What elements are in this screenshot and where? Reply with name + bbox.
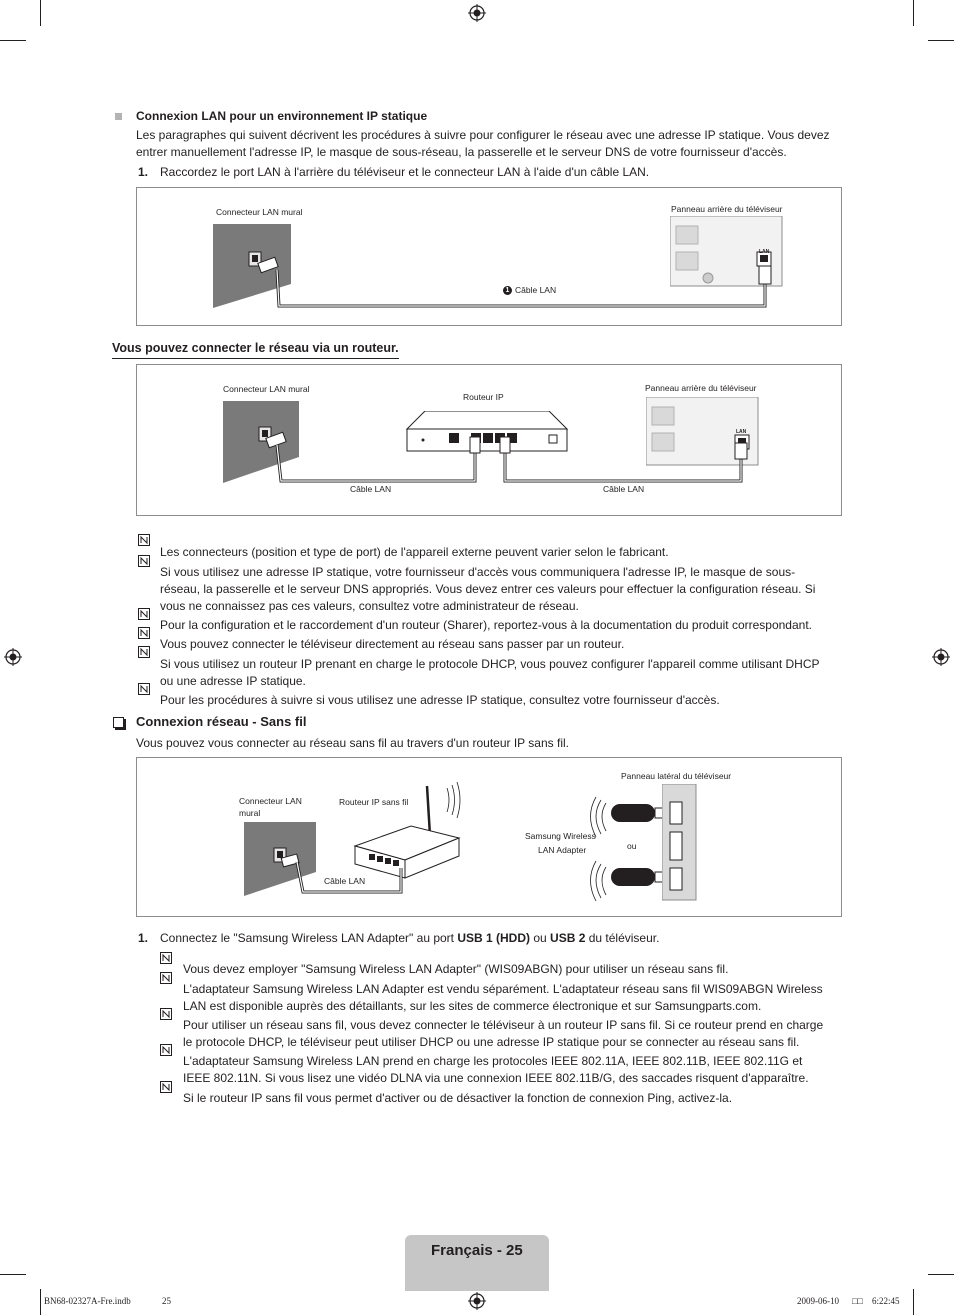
diagram-wireless bbox=[136, 757, 842, 917]
note-line: L'adaptateur Samsung Wireless LAN Adapter est vendu séparément. L'adaptateur réseau sans fil WIS09ABGN Wireless bbox=[183, 982, 823, 996]
router-heading: Vous pouvez connecter le réseau via un routeur. bbox=[112, 340, 399, 359]
lan-port-label: LAN bbox=[759, 249, 770, 255]
wall-connector-label: Connecteur LAN mural bbox=[223, 384, 310, 394]
diagram-router-lan bbox=[136, 364, 842, 516]
checkbox-bullet-icon bbox=[113, 717, 124, 728]
registration-mark-icon bbox=[4, 648, 22, 666]
lan-port-label: LAN bbox=[736, 429, 747, 435]
usb2-port-label: USB 2 bbox=[550, 931, 586, 945]
crop-mark bbox=[0, 40, 26, 41]
note-line: le protocole DHCP, le téléviseur peut utiliser DHCP ou une adresse IP statique pour se connecter au réseau sans fil. bbox=[183, 1035, 800, 1049]
bullet-square-icon bbox=[115, 113, 122, 120]
file-name: BN68-02327A-Fre.indb bbox=[44, 1296, 131, 1306]
note-line: IEEE 802.11N. Si vous lisez une vidéo DLNA via une connexion IEEE 802.11B/G, des saccades risquent d'apparaître. bbox=[183, 1071, 809, 1085]
note-icon bbox=[138, 555, 150, 567]
note-line: Si vous utilisez un routeur IP prenant en charge le protocole DHCP, vous pouvez configurer l'appareil comme utilisant DHCP bbox=[160, 657, 820, 671]
cable-number-badge: 1 bbox=[503, 286, 512, 295]
note-line: LAN est disponible auprès des détaillants, sur les sites de commerce électronique et sur Samsungparts.com. bbox=[183, 999, 762, 1013]
registration-mark-icon bbox=[468, 4, 486, 22]
wall-connector-label: Connecteur LAN bbox=[239, 796, 302, 806]
step-text: Raccordez le port LAN à l'arrière du téléviseur et le connecteur LAN à l'aide d'un câble LAN. bbox=[160, 165, 650, 179]
paragraph-line: entrer manuellement l'adresse IP, le masque de sous-réseau, la passerelle et le serveur DNS de votre fournisseur d'accès. bbox=[136, 145, 787, 159]
note-icon bbox=[160, 1008, 172, 1020]
print-time: 6:22:45 bbox=[872, 1296, 900, 1306]
note-line: L'adaptateur Samsung Wireless LAN prend en charge les protocoles IEEE 802.11A, IEEE 802.11B, IEEE 802.11G et bbox=[183, 1054, 803, 1068]
step-text-part: ou bbox=[530, 931, 551, 945]
usb1-port-label: USB 1 (HDD) bbox=[457, 931, 531, 945]
tv-panel-label: Panneau arrière du téléviseur bbox=[645, 383, 757, 393]
step-number: 1. bbox=[138, 165, 149, 179]
note-line: ou une adresse IP statique. bbox=[160, 674, 306, 688]
step-text-part: du téléviseur. bbox=[585, 931, 660, 945]
crop-mark bbox=[913, 0, 914, 26]
note-line: Si vous utilisez une adresse IP statique, votre fournisseur d'accès vous communiquera l'adresse IP, le masque de sous- bbox=[160, 565, 796, 579]
cable-label: Câble LAN bbox=[350, 484, 392, 494]
note-icon bbox=[160, 952, 172, 964]
cable-label: Câble LAN bbox=[515, 285, 557, 295]
step-number: 1. bbox=[138, 931, 149, 945]
note-line: Vous devez employer "Samsung Wireless LAN Adapter" (WIS09ABGN) pour utiliser un réseau sans fil. bbox=[183, 962, 729, 976]
tv-side-panel-icon bbox=[662, 784, 702, 902]
note-icon bbox=[138, 627, 150, 639]
print-boxes: □□ bbox=[852, 1296, 863, 1306]
lan-cable-icon bbox=[137, 758, 841, 916]
file-page: 25 bbox=[162, 1296, 171, 1306]
note-line: réseau, la passerelle et le serveur DNS appropriés. Vous devez entrer ces valeurs pour effectuer la configuration réseau. Si bbox=[160, 582, 816, 596]
note-icon bbox=[160, 1081, 172, 1093]
wireless-heading: Connexion réseau - Sans fil bbox=[136, 714, 307, 729]
note-line: Pour la configuration et le raccordement d'un routeur (Sharer), reportez-vous à la documentation du produit correspondant. bbox=[160, 618, 812, 632]
note-line: vous ne connaissez pas ces valeurs, consultez votre administrateur de réseau. bbox=[160, 599, 579, 613]
diagram-direct-lan bbox=[136, 187, 842, 326]
note-line: Les connecteurs (position et type de port) de l'appareil externe peuvent varier selon le fabricant. bbox=[160, 545, 669, 559]
cable-label: Câble LAN bbox=[603, 484, 645, 494]
paragraph-line: Les paragraphes qui suivent décrivent les procédures à suivre pour configurer le réseau avec une adresse IP statique. Vous devez bbox=[136, 128, 830, 142]
wireless-router-label: Routeur IP sans fil bbox=[339, 797, 409, 807]
note-icon bbox=[138, 608, 150, 620]
adapter-label: LAN Adapter bbox=[538, 845, 587, 855]
or-label: ou bbox=[627, 841, 637, 851]
note-icon bbox=[138, 683, 150, 695]
note-icon bbox=[160, 1044, 172, 1056]
adapter-label: Samsung Wireless bbox=[525, 831, 596, 841]
wireless-intro: Vous pouvez vous connecter au réseau sans fil au travers d'un routeur IP sans fil. bbox=[136, 736, 569, 750]
step-text-part: Connectez le "Samsung Wireless LAN Adapter" au port bbox=[160, 931, 458, 945]
tv-panel-label: Panneau arrière du téléviseur bbox=[671, 204, 783, 214]
note-icon bbox=[138, 534, 150, 546]
crop-mark bbox=[928, 1274, 954, 1275]
crop-mark bbox=[0, 1274, 26, 1275]
wall-connector-label: Connecteur LAN mural bbox=[216, 207, 303, 217]
crop-mark bbox=[40, 0, 41, 26]
registration-mark-icon bbox=[468, 1292, 486, 1310]
section-heading: Connexion LAN pour un environnement IP statique bbox=[136, 109, 428, 123]
registration-mark-icon bbox=[932, 648, 950, 666]
tv-panel-label: Panneau latéral du téléviseur bbox=[621, 771, 732, 781]
crop-mark bbox=[40, 1289, 41, 1315]
note-line: Vous pouvez connecter le téléviseur directement au réseau sans passer par un routeur. bbox=[160, 637, 625, 651]
print-date: 2009-06-10 bbox=[797, 1296, 839, 1306]
crop-mark bbox=[913, 1289, 914, 1315]
note-icon bbox=[138, 646, 150, 658]
step-text bbox=[160, 930, 659, 947]
wall-connector-label: mural bbox=[239, 808, 261, 818]
page-number: Français - 25 bbox=[431, 1242, 523, 1259]
note-line: Pour les procédures à suivre si vous utilisez une adresse IP statique, consultez votre fournisseur d'accès. bbox=[160, 693, 720, 707]
note-line: Pour utiliser un réseau sans fil, vous devez connecter le téléviseur à un routeur IP sans fil. Si ce routeur prend en charge bbox=[183, 1018, 824, 1032]
cable-label: Câble LAN bbox=[324, 876, 366, 886]
crop-mark bbox=[928, 40, 954, 41]
note-icon bbox=[160, 972, 172, 984]
note-line: Si le routeur IP sans fil vous permet d'activer ou de désactiver la fonction de connexion Ping, activez-la. bbox=[183, 1091, 733, 1105]
router-label: Routeur IP bbox=[463, 392, 504, 402]
